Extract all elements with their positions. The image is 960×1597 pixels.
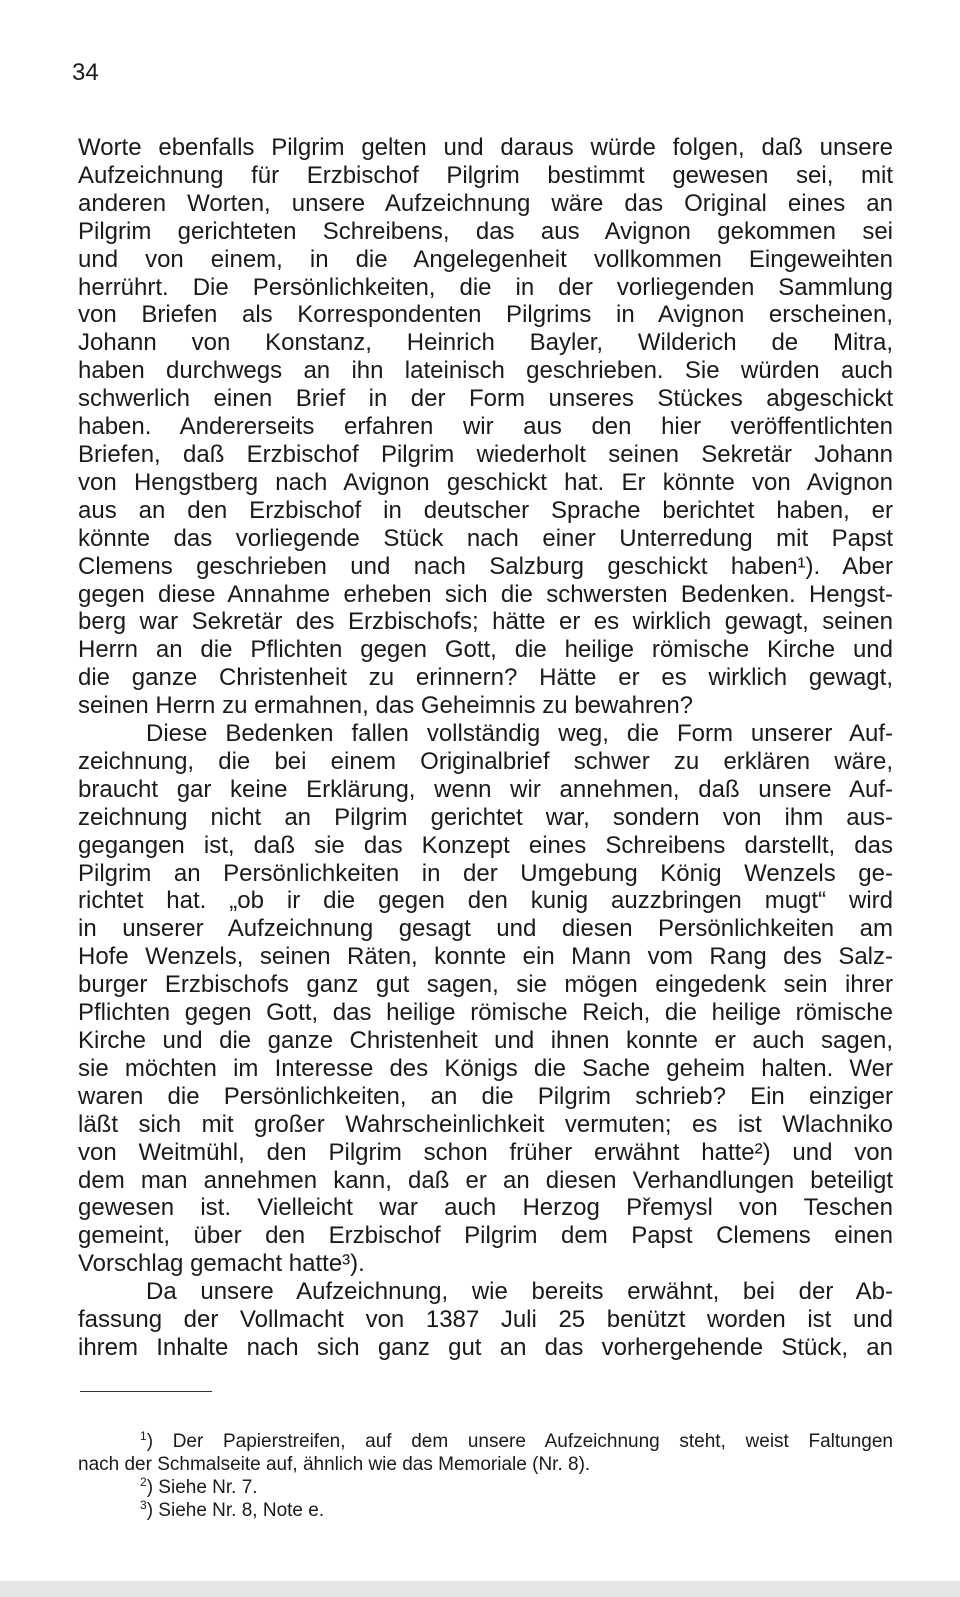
text-line: die ganze Christenheit zu erinnern? Hätte er es wirklich gewagt,	[78, 664, 893, 692]
text-line: von Weitmühl, den Pilgrim schon früher erwähnt hatte²) und von	[78, 1138, 893, 1166]
text-line: in unserer Aufzeichnung gesagt und diesen Persönlichkeiten am	[78, 915, 893, 943]
text-line: Aufzeichnung für Erzbischof Pilgrim bestimmt gewesen sei, mit	[78, 161, 893, 189]
text-line: Vorschlag gemacht hatte³).	[78, 1250, 365, 1278]
footnote-text: Der Papierstreifen, auf dem unsere Aufzeichnung steht, weist Faltungen	[172, 1431, 893, 1452]
text-line: berg war Sekretär des Erzbischofs; hätte er es wirklich gewagt, seinen	[78, 608, 893, 636]
footnote-line	[78, 1453, 893, 1476]
footnote-divider	[80, 1391, 212, 1392]
footnote-marker: 2	[140, 1475, 147, 1489]
text-line: Pilgrim an Persönlichkeiten in der Umgebung König Wenzels ge-	[78, 859, 893, 887]
text-line: schwerlich einen Brief in der Form unseres Stückes abgeschickt	[78, 385, 893, 413]
footnote-text: nach der Schmalseite auf, ähnlich wie das Memoriale (Nr. 8).	[78, 1454, 591, 1475]
text-line: gegangen ist, daß sie das Konzept eines Schreibens darstellt, das	[78, 831, 893, 859]
footnote-marker: 1	[140, 1429, 147, 1443]
paragraph-3	[78, 1278, 893, 1362]
text-line: Diese Bedenken fallen vollständig weg, die Form unserer Auf-	[146, 720, 893, 748]
text-line: Johann von Konstanz, Heinrich Bayler, Wilderich de Mitra,	[78, 329, 893, 357]
text-line: seinen Herrn zu ermahnen, das Geheimnis zu bewahren?	[78, 692, 694, 720]
text-line: dem man annehmen kann, daß er an diesen Verhandlungen beteiligt	[78, 1166, 893, 1194]
footnote-line: $^1$) Der Papierstreifen, auf dem unsere Aufzeichnung steht, weist Faltungen	[140, 1429, 893, 1452]
text-line: könnte das vorliegende Stück nach einer Unterredung mit Papst	[78, 524, 893, 552]
text-line: Worte ebenfalls Pilgrim gelten und daraus würde folgen, daß unsere	[78, 134, 893, 161]
text-line: haben durchwegs an ihn lateinisch geschrieben. Sie würden auch	[78, 357, 893, 385]
text-line: burger Erzbischofs ganz gut sagen, sie mögen eingedenk sein ihrer	[78, 971, 893, 999]
text-line: haben. Andererseits erfahren wir aus den hier veröffentlichten	[78, 413, 893, 441]
text-line: Pilgrim gerichteten Schreibens, das aus Avignon gekommen sei	[78, 217, 893, 245]
text-line: waren die Persönlichkeiten, an die Pilgrim schrieb? Ein einziger	[78, 1082, 893, 1110]
text-line: Hofe Wenzels, seinen Räten, konnte ein Mann vom Rang des Salz-	[78, 943, 893, 971]
text-line: Kirche und die ganze Christenheit und ihnen konnte er auch sagen,	[78, 1027, 893, 1054]
text-line: von Briefen als Korrespondenten Pilgrims in Avignon erscheinen,	[78, 301, 893, 329]
text-line: anderen Worten, unsere Aufzeichnung wäre das Original eines an	[78, 189, 893, 217]
page-bottom-edge	[0, 1581, 960, 1597]
text-line: und von einem, in die Angelegenheit vollkommen Eingeweihten	[78, 245, 893, 273]
text-line: Clemens geschrieben und nach Salzburg geschickt haben¹). Aber	[78, 552, 893, 580]
text-line: gewesen ist. Vielleicht war auch Herzog Přemysl von Teschen	[78, 1194, 893, 1222]
text-line: gegen diese Annahme erheben sich die schwersten Bedenken. Hengst-	[78, 580, 893, 608]
text-line: fassung der Vollmacht von 1387 Juli 25 benützt worden ist und	[78, 1306, 893, 1334]
text-line: Herrn an die Pflichten gegen Gott, die heilige römische Kirche und	[78, 636, 893, 664]
text-line: sie möchten im Interesse des Königs die Sache geheim halten. Wer	[78, 1054, 893, 1082]
text-line: Da unsere Aufzeichnung, wie bereits erwähnt, bei der Ab-	[146, 1278, 893, 1306]
footnote-text: Siehe Nr. 7.	[158, 1477, 258, 1498]
footnote-line: $^3$) Siehe Nr. 8, Note e.	[140, 1498, 325, 1521]
text-line: ihrem Inhalte nach sich ganz gut an das vorhergehende Stück, an	[78, 1333, 893, 1361]
text-line: aus an den Erzbischof in deutscher Sprache berichtet haben, er	[78, 496, 893, 524]
text-line: zeichnung, die bei einem Originalbrief schwer zu erklären wäre,	[78, 747, 893, 775]
footnotes	[78, 1430, 893, 1522]
text-line: richtet hat. „ob ir die gegen den kunig auzzbringen mugt“ wird	[78, 887, 893, 915]
text-line: gemeint, über den Erzbischof Pilgrim dem Papst Clemens einen	[78, 1222, 893, 1250]
text-line: Pflichten gegen Gott, das heilige römische Reich, die heilige römische	[78, 999, 893, 1027]
paragraph-1	[78, 134, 893, 720]
text-line: zeichnung nicht an Pilgrim gerichtet war, sondern von ihm aus-	[78, 803, 893, 831]
footnote-text: Siehe Nr. 8, Note e.	[158, 1500, 325, 1521]
footnote-line: $^2$) Siehe Nr. 7.	[140, 1475, 258, 1498]
footnote-marker: 3	[140, 1498, 147, 1512]
text-line: läßt sich mit großer Wahrscheinlichkeit vermuten; es ist Wlachniko	[78, 1110, 893, 1138]
body-text	[78, 134, 893, 1362]
text-line: Briefen, daß Erzbischof Pilgrim wiederholt seinen Sekretär Johann	[78, 440, 893, 468]
paragraph-2	[78, 720, 893, 1278]
text-line: braucht gar keine Erklärung, wenn wir annehmen, daß unsere Auf-	[78, 775, 893, 803]
text-line: von Hengstberg nach Avignon geschickt hat. Er könnte von Avignon	[78, 468, 893, 496]
page-number: 34	[72, 59, 99, 86]
text-line: herrührt. Die Persönlichkeiten, die in der vorliegenden Sammlung	[78, 273, 893, 301]
